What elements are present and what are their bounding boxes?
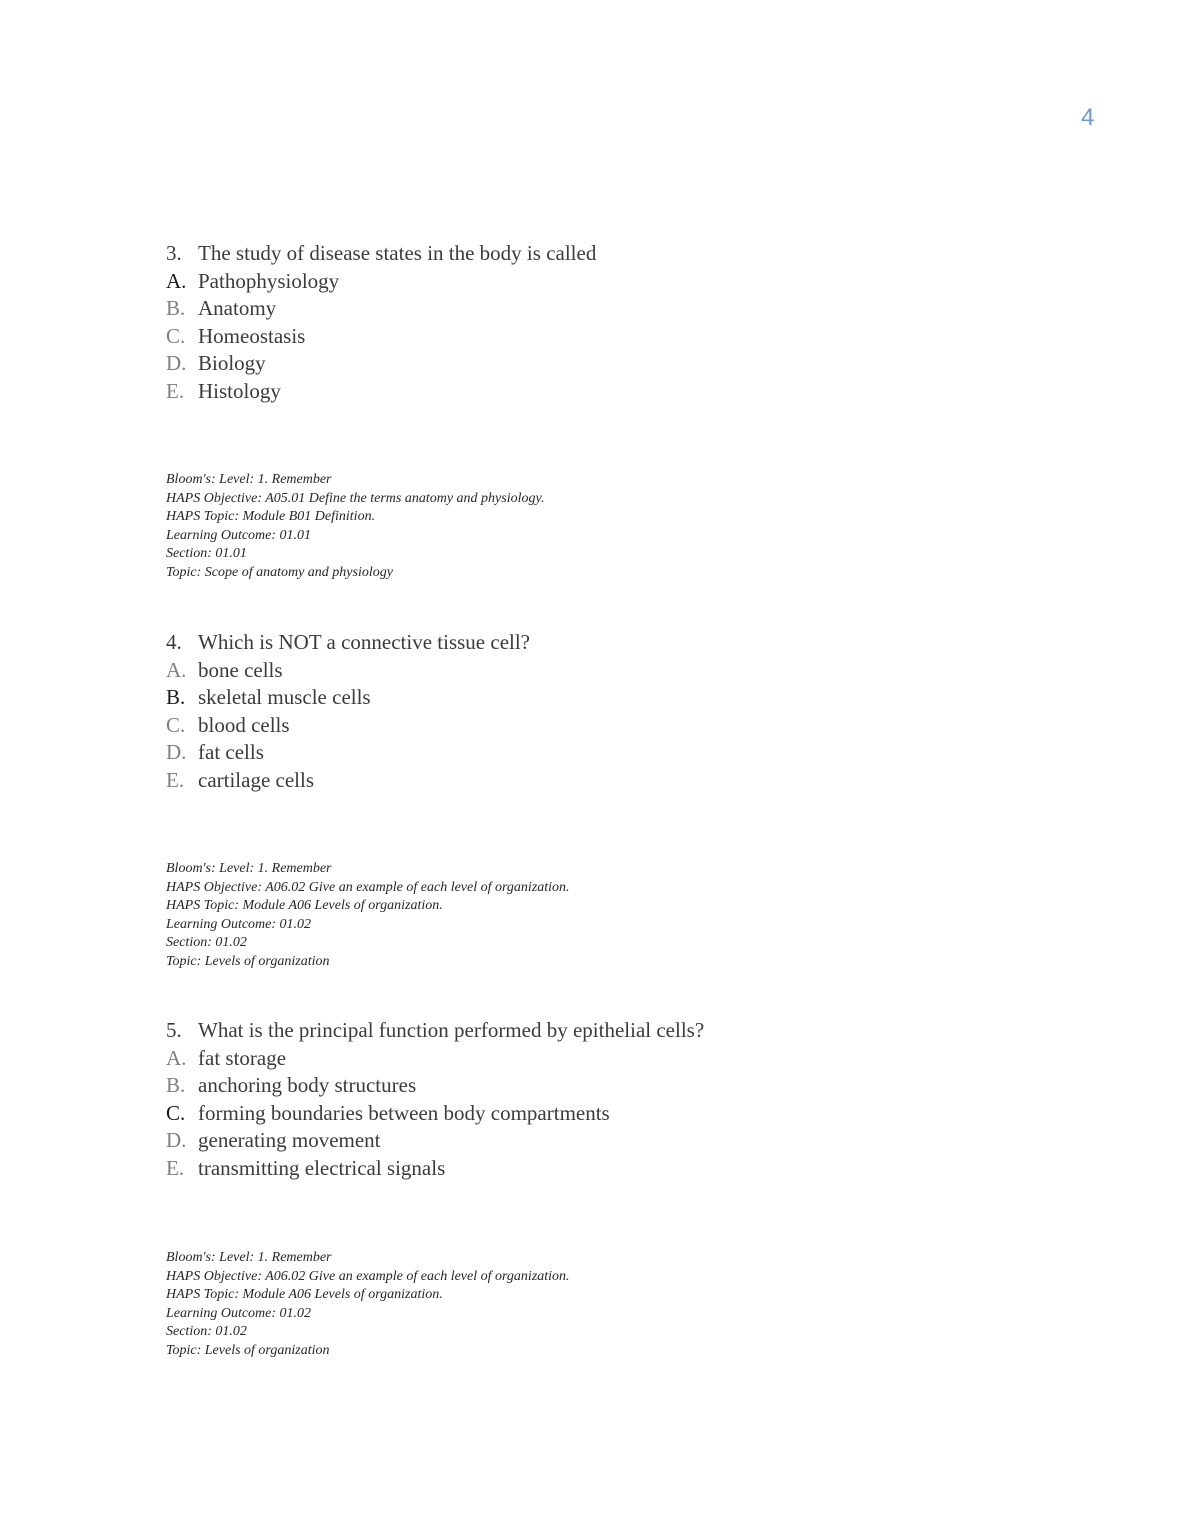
option-text: forming boundaries between body compartments bbox=[198, 1100, 610, 1125]
section: Section: 01.02 bbox=[166, 1324, 247, 1340]
question-text: The study of disease states in the body is called bbox=[198, 241, 597, 265]
option-letter: D. bbox=[166, 740, 187, 764]
option-letter: B. bbox=[166, 296, 186, 320]
question-text: What is the principal function performed by epithelial cells? bbox=[198, 1018, 705, 1042]
option-text: cartilage cells bbox=[198, 767, 315, 792]
option-text: Homeostasis bbox=[198, 323, 306, 348]
option-letter: B. bbox=[166, 685, 186, 709]
option-text: generating movement bbox=[198, 1128, 381, 1152]
option-text: Anatomy bbox=[198, 296, 277, 320]
question-number: 4. bbox=[166, 630, 182, 654]
question-block-4 bbox=[166, 629, 1066, 794]
haps-objective: HAPS Objective: A06.02 Give an example of each level of organization. bbox=[166, 879, 570, 895]
option-letter: A. bbox=[166, 268, 187, 293]
answer-option bbox=[166, 295, 1066, 323]
question-metadata bbox=[166, 1249, 966, 1361]
answer-option bbox=[166, 767, 1066, 795]
question-number: 3. bbox=[166, 241, 182, 265]
option-letter: D. bbox=[166, 1128, 187, 1152]
haps-topic: HAPS Topic: Module A06 Levels of organization. bbox=[166, 898, 443, 914]
topic: Topic: Scope of anatomy and physiology bbox=[166, 564, 393, 580]
learning-outcome: Learning Outcome: 01.02 bbox=[166, 916, 312, 932]
option-letter: C. bbox=[166, 1100, 186, 1125]
learning-outcome: Learning Outcome: 01.01 bbox=[166, 527, 312, 543]
question-block-5 bbox=[166, 1017, 1066, 1182]
haps-objective: HAPS Objective: A06.02 Give an example of each level of organization. bbox=[166, 1268, 570, 1284]
option-letter: A. bbox=[166, 1045, 187, 1070]
blooms-level: Bloom's: Level: 1. Remember bbox=[166, 472, 332, 487]
option-letter: B. bbox=[166, 1073, 186, 1097]
haps-objective: HAPS Objective: A05.01 Define the terms anatomy and physiology. bbox=[166, 490, 545, 506]
page-number: 4 bbox=[1081, 104, 1095, 131]
option-text: Pathophysiology bbox=[198, 268, 340, 293]
question-stem bbox=[166, 240, 1066, 268]
answer-option bbox=[166, 1100, 1066, 1128]
question-metadata bbox=[166, 471, 966, 583]
answer-option bbox=[166, 350, 1066, 378]
haps-topic: HAPS Topic: Module B01 Definition. bbox=[166, 509, 376, 525]
option-text: fat storage bbox=[198, 1045, 287, 1070]
option-text: Histology bbox=[198, 378, 281, 403]
question-metadata bbox=[166, 860, 966, 972]
option-letter: E. bbox=[166, 1155, 185, 1180]
answer-option bbox=[166, 1045, 1066, 1073]
option-letter: D. bbox=[166, 351, 187, 375]
answer-option bbox=[166, 268, 1066, 296]
question-stem bbox=[166, 629, 1066, 657]
answer-option bbox=[166, 1127, 1066, 1155]
answer-option bbox=[166, 1155, 1066, 1183]
answer-option bbox=[166, 684, 1066, 712]
option-letter: E. bbox=[166, 378, 185, 403]
question-stem bbox=[166, 1017, 1066, 1045]
question-text: Which is NOT a connective tissue cell? bbox=[198, 630, 531, 654]
topic: Topic: Levels of organization bbox=[166, 953, 330, 969]
question-number: 5. bbox=[166, 1018, 182, 1042]
answer-option bbox=[166, 378, 1066, 406]
blooms-level: Bloom's: Level: 1. Remember bbox=[166, 861, 332, 876]
answer-option bbox=[166, 739, 1066, 767]
option-text: anchoring body structures bbox=[198, 1073, 417, 1097]
haps-topic: HAPS Topic: Module A06 Levels of organization. bbox=[166, 1287, 443, 1303]
topic: Topic: Levels of organization bbox=[166, 1342, 330, 1358]
blooms-level: Bloom's: Level: 1. Remember bbox=[166, 1250, 332, 1265]
learning-outcome: Learning Outcome: 01.02 bbox=[166, 1305, 312, 1321]
option-text: bone cells bbox=[198, 657, 283, 682]
option-letter: A. bbox=[166, 657, 187, 682]
option-text: fat cells bbox=[198, 740, 264, 764]
question-block-3 bbox=[166, 240, 1066, 405]
answer-option bbox=[166, 657, 1066, 685]
answer-option bbox=[166, 323, 1066, 351]
option-text: transmitting electrical signals bbox=[198, 1155, 446, 1180]
option-letter: C. bbox=[166, 712, 186, 737]
option-text: skeletal muscle cells bbox=[198, 685, 371, 709]
option-text: blood cells bbox=[198, 712, 290, 737]
answer-option bbox=[166, 1072, 1066, 1100]
section: Section: 01.02 bbox=[166, 935, 247, 951]
answer-option bbox=[166, 712, 1066, 740]
option-letter: E. bbox=[166, 767, 185, 792]
section: Section: 01.01 bbox=[166, 546, 247, 562]
option-text: Biology bbox=[198, 351, 266, 375]
option-letter: C. bbox=[166, 323, 186, 348]
